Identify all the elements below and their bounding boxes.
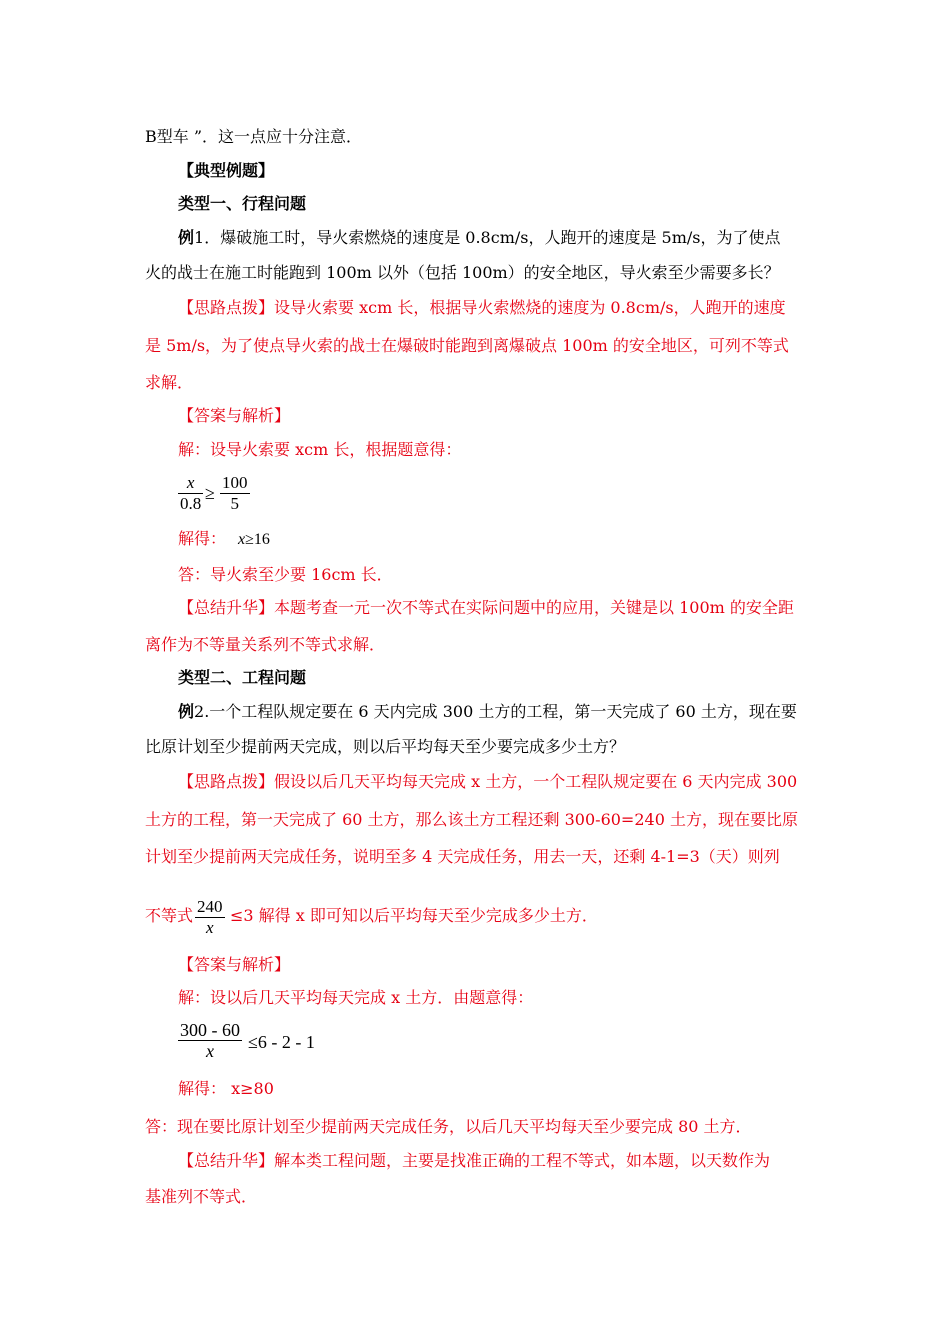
type2-fraction [178,1020,242,1061]
type2-solve: 解得： x≥80 [178,1079,274,1098]
type2-hint-line1: 【思路点拨】假设以后几天平均每天完成 x 土方，一个工程队规定要在 6 天内完成 300 [178,772,798,791]
type1-fraction-left-den: 0.8 [180,494,202,513]
type1-summary-line1: 【总结升华】本题考查一元一次不等式在实际问题中的应用，关键是以 100m 的安全距 [178,598,794,617]
type2-example-line1 [178,702,797,722]
type1-solve-rest: ≥16 [245,531,270,548]
type1-hint-line3: 求解． [145,373,194,392]
type1-example-label: 例 [178,228,195,247]
type2-hint-fraction-num: 240 [197,897,223,916]
type1-fraction-right [220,473,250,514]
type2-ineq-rest: ≤6 - 2 - 1 [248,1032,315,1052]
type1-answer: 答：导火索至少要 16cm 长． [178,565,393,584]
type1-example-text1: 1．爆破施工时，导火索燃烧的速度是 0.8cm/s，人跑开的速度是 5m/s，为了使点 [194,228,781,247]
type1-hint-line2: 是 5m/s，为了使点导火索的战士在爆破时能跑到离爆破点 100m 的安全地区，可列不等式 [145,336,789,355]
type1-title: 类型一、行程问题 [178,194,307,213]
type1-hint-line1: 【思路点拨】设导火索要 xcm 长，根据导火索燃烧的速度为 0.8cm/s，人跑开的速度 [178,298,786,317]
type2-example-text1: 2.一个工程队规定要在 6 天内完成 300 土方的工程，第一天完成了 60 土方，现在要 [194,702,797,721]
type2-summary-line2: 基准列不等式． [145,1187,258,1206]
type2-hint-line4-post: ≤3 解得 x 即可知以后平均每天至少完成多少土方． [230,906,598,925]
type2-fraction-num: 300 - 60 [180,1020,240,1040]
type1-solve-var: x [238,531,246,548]
type1-solve [178,529,270,550]
type2-hint-fraction-den: x [205,918,214,937]
type2-hint-line2: 土方的工程，第一天完成了 60 土方，那么该土方工程还剩 300-60=240 土方，现在要比原 [145,810,798,829]
type1-example-line2: 火的战士在施工时能跑到 100m 以外（包括 100m）的安全地区，导火索至少需要多长？ [145,263,780,282]
intro-text: B型车 ”．这一点应十分注意． [145,127,363,146]
type2-hint-line4-pre: 不等式 [145,906,194,925]
type2-hint-line3: 计划至少提前两天完成任务，说明至多 4 天完成任务，用去一天，还剩 4-1=3（天）则列 [145,847,780,866]
type1-fraction-left-num: x [186,473,195,492]
type2-answer: 答：现在要比原计划至少提前两天完成任务，以后几天平均每天至少要完成 80 土方． [145,1117,752,1136]
type2-example-line2: 比原计划至少提前两天完成，则以后平均每天至少要完成多少土方？ [145,737,626,756]
type1-answer-heading: 【答案与解析】 [178,406,291,425]
type2-example-label: 例 [178,702,195,721]
type2-summary-line1: 【总结升华】解本类工程问题，主要是找准正确的工程不等式，如本题，以天数作为 [178,1151,771,1170]
type1-solution-intro: 解：设导火索要 xcm 长，根据题意得： [178,440,462,459]
type1-fraction-right-den: 5 [230,494,239,513]
type1-ineq-sign: ≥ [205,483,215,503]
type1-fraction-left [178,473,203,514]
type2-solution-intro: 解：设以后几天平均每天完成 x 土方．由题意得： [178,988,534,1007]
type1-solve-expr [238,531,270,548]
section-heading: 【典型例题】 [178,161,275,180]
type1-solve-label: 解得： [178,529,227,548]
type2-answer-heading: 【答案与解析】 [178,955,291,974]
type2-hint-fraction [195,897,225,938]
type1-fraction-right-num: 100 [222,473,248,492]
type1-example-line1 [178,228,781,248]
type1-summary-line2: 离作为不等量关系列不等式求解． [145,635,386,654]
type2-title: 类型二、工程问题 [178,668,307,687]
type2-fraction-den: x [206,1041,214,1061]
